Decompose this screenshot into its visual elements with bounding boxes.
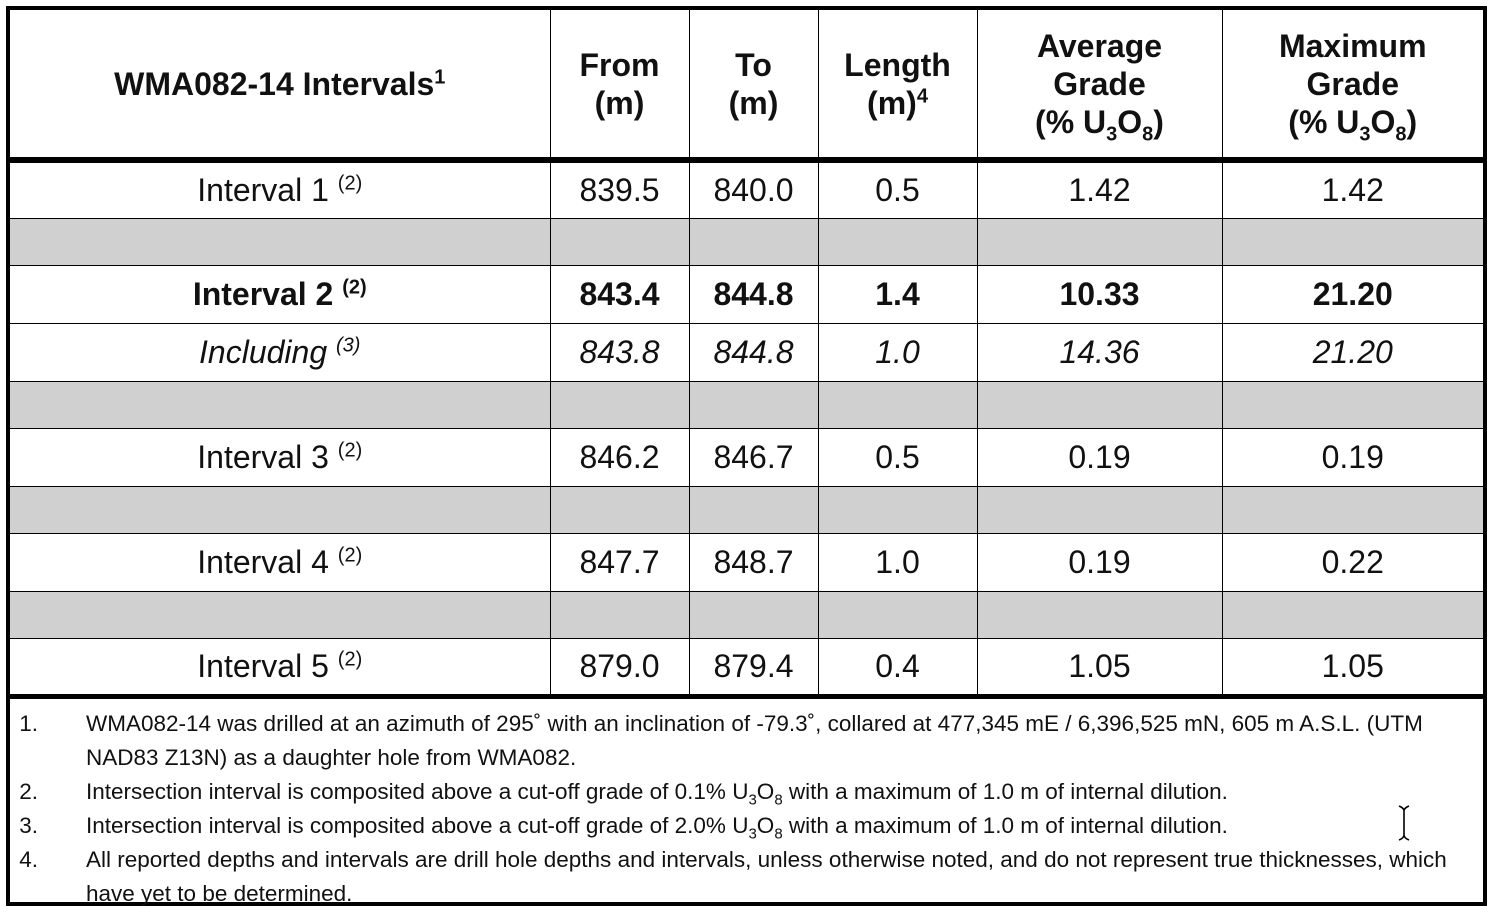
footnote-text: Intersection interval is composited above a cut-off grade of 2.0% $U_3O_8$ with a maximum of 1.0 m of internal dilution. bbox=[86, 813, 1228, 843]
table-row bbox=[10, 160, 1483, 218]
footnote-text: WMA082-14 was drilled at an azimuth of 295˚ with an inclination of -79.3˚, collared at 477,345 mE / 6,396,525 mN, 605 m A.S.L. (UTM NAD83 Z13N) as a daughter hole from WMA082. bbox=[86, 711, 1423, 770]
from-cell: 847.7 bbox=[550, 533, 689, 591]
from-cell: 839.5 bbox=[550, 160, 689, 218]
from-cell: 843.8 bbox=[550, 323, 689, 381]
length-cell: 1.0 bbox=[818, 323, 977, 381]
max-grade-cell: 1.42 bbox=[1222, 160, 1483, 218]
to-cell: 844.8 bbox=[689, 323, 818, 381]
interval-label: Interval 2 $^{(2)}$ bbox=[10, 265, 550, 323]
footnote-2 bbox=[10, 775, 1483, 809]
footnote-number: 1. bbox=[19, 711, 38, 736]
length-cell: 0.5 bbox=[818, 160, 977, 218]
length-cell: 0.4 bbox=[818, 638, 977, 696]
interval-label: Interval 5 $^{(2)}$ bbox=[10, 638, 550, 696]
interval-label: Including $^{(3)}$ bbox=[10, 323, 550, 381]
to-cell: 846.7 bbox=[689, 428, 818, 486]
length-cell: 1.4 bbox=[818, 265, 977, 323]
footnotes bbox=[10, 699, 1483, 911]
header-length: Length $(m)^4$ bbox=[818, 10, 977, 160]
max-grade-cell: 0.22 bbox=[1222, 533, 1483, 591]
text-cursor-icon bbox=[1398, 805, 1410, 841]
avg-grade-cell: 1.05 bbox=[977, 638, 1222, 696]
header-to: To (m) bbox=[689, 10, 818, 160]
table-row bbox=[10, 533, 1483, 591]
max-grade-cell: 21.20 bbox=[1222, 323, 1483, 381]
max-grade-cell: 0.19 bbox=[1222, 428, 1483, 486]
header-intervals: WMA082-14 Intervals$^1$ bbox=[10, 10, 550, 160]
footnote-text: Intersection interval is composited above a cut-off grade of 0.1% $U_3O_8$ with a maximum of 1.0 m of internal dilution. bbox=[86, 779, 1228, 809]
spacer-row bbox=[10, 591, 1483, 638]
to-cell: 879.4 bbox=[689, 638, 818, 696]
results-table-frame bbox=[6, 6, 1487, 906]
footnote-1 bbox=[10, 707, 1483, 775]
table-row bbox=[10, 638, 1483, 696]
max-grade-cell: 1.05 bbox=[1222, 638, 1483, 696]
avg-grade-cell: 1.42 bbox=[977, 160, 1222, 218]
avg-grade-cell: 14.36 bbox=[977, 323, 1222, 381]
header-average-grade: Average Grade (% $U_3O_8$) bbox=[977, 10, 1222, 160]
length-cell: 1.0 bbox=[818, 533, 977, 591]
spacer-row bbox=[10, 381, 1483, 428]
interval-label: Interval 1 $^{(2)}$ bbox=[10, 160, 550, 218]
max-grade-cell: 21.20 bbox=[1222, 265, 1483, 323]
from-cell: 843.4 bbox=[550, 265, 689, 323]
table-row bbox=[10, 428, 1483, 486]
footnote-number: 4. bbox=[19, 847, 38, 872]
avg-grade-cell: 0.19 bbox=[977, 428, 1222, 486]
to-cell: 848.7 bbox=[689, 533, 818, 591]
table-row bbox=[10, 323, 1483, 381]
avg-grade-cell: 10.33 bbox=[977, 265, 1222, 323]
spacer-row bbox=[10, 486, 1483, 533]
footnote-number: 2. bbox=[19, 779, 38, 804]
header-from: From (m) bbox=[550, 10, 689, 160]
avg-grade-cell: 0.19 bbox=[977, 533, 1222, 591]
footnote-text: All reported depths and intervals are drill hole depths and intervals, unless otherwise noted, and do not represent true thicknesses, which have yet to be determined. bbox=[86, 847, 1447, 906]
from-cell: 879.0 bbox=[550, 638, 689, 696]
footnote-number: 3. bbox=[19, 813, 38, 838]
table-row bbox=[10, 265, 1483, 323]
interval-label: Interval 3 $^{(2)}$ bbox=[10, 428, 550, 486]
drill-results-table bbox=[10, 10, 1483, 699]
from-cell: 846.2 bbox=[550, 428, 689, 486]
footnote-4 bbox=[10, 843, 1483, 911]
footnote-3 bbox=[10, 809, 1483, 843]
length-cell: 0.5 bbox=[818, 428, 977, 486]
spacer-row bbox=[10, 218, 1483, 265]
interval-label: Interval 4 $^{(2)}$ bbox=[10, 533, 550, 591]
header-row bbox=[10, 10, 1483, 160]
to-cell: 840.0 bbox=[689, 160, 818, 218]
header-maximum-grade: Maximum Grade (% $U_3O_8$) bbox=[1222, 10, 1483, 160]
to-cell: 844.8 bbox=[689, 265, 818, 323]
